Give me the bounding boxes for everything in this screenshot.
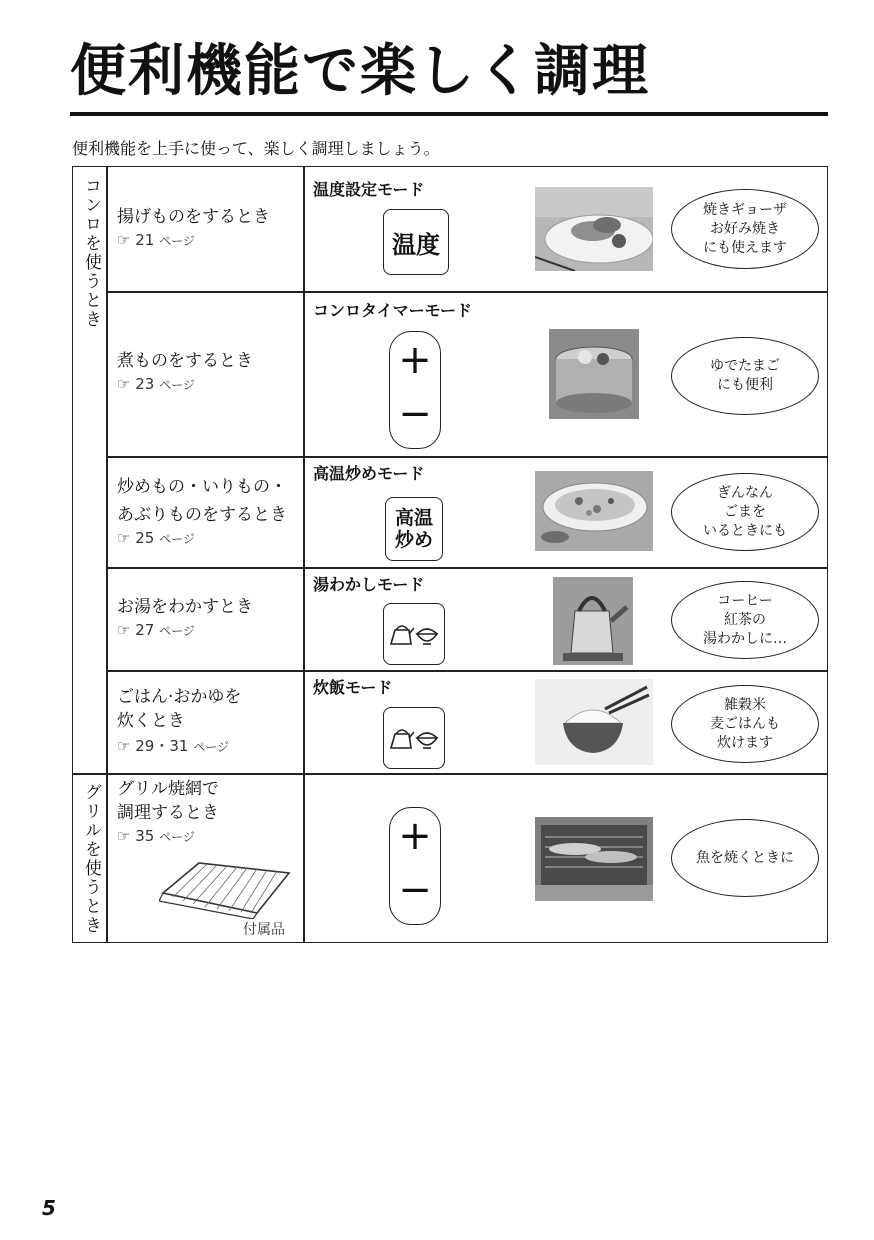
section-label-grill: グリルを使うとき: [81, 783, 101, 935]
use-label: 炊くとき: [117, 711, 185, 731]
page-reference: ☞ 29・31 ページ: [117, 737, 229, 755]
tip-bubble: 魚を焼くときに: [671, 819, 819, 897]
kettle-icon: [391, 730, 414, 748]
rice-bowl-photo: [535, 679, 653, 765]
grilled-fish-photo: [535, 817, 653, 901]
page-reference: ☞ 25 ページ: [117, 529, 195, 547]
minus-icon: −: [398, 867, 432, 913]
title-underline: [70, 112, 828, 116]
use-label: 揚げものをするとき: [117, 207, 270, 227]
page-reference: ☞ 23 ページ: [117, 375, 195, 393]
page-title: 便利機能で楽しく調理: [70, 39, 650, 104]
plus-icon: +: [398, 813, 432, 859]
tip-bubble: 雑穀米 麦ごはんも 炊けます: [671, 685, 819, 763]
divider: [106, 167, 108, 942]
page-number: 5: [42, 1196, 56, 1220]
tip-bubble: ゆでたまご にも便利: [671, 337, 819, 415]
mode-name: 炊飯モード: [313, 678, 393, 697]
grill-timer-key: [389, 807, 441, 925]
pointing-hand-icon: ☞: [117, 737, 131, 755]
divider: [106, 291, 828, 293]
timer-key: [389, 331, 441, 449]
mode-name: 温度設定モード: [313, 180, 425, 199]
tempura-photo: [535, 187, 653, 271]
kettle-photo: [553, 577, 633, 665]
pointing-hand-icon: ☞: [117, 375, 131, 393]
rice-bowl-icon: [417, 733, 437, 748]
boil-water-key: [383, 603, 445, 665]
divider: [106, 670, 828, 672]
pointing-hand-icon: ☞: [117, 529, 131, 547]
tip-bubble: ぎんなん ごまを いるときにも: [671, 473, 819, 551]
mode-name: 高温炒めモード: [313, 464, 425, 483]
use-label: あぶりものをするとき: [117, 505, 287, 525]
tip-bubble: 焼きギョーザ お好み焼き にも使えます: [671, 189, 819, 269]
use-label: 煮ものをするとき: [117, 351, 253, 371]
stir-fry-photo: [535, 471, 653, 551]
page-subtitle: 便利機能を上手に使って、楽しく調理しましょう。: [72, 139, 440, 158]
section-label-konro: コンロを使うとき: [81, 177, 101, 329]
divider: [106, 567, 828, 569]
kettle-icon: [391, 626, 414, 644]
tip-bubble: コーヒー 紅茶の 湯わかしに…: [671, 581, 819, 659]
accessory-label: 付属品: [243, 922, 285, 938]
use-label: お湯をわかすとき: [117, 597, 253, 617]
mode-name: コンロタイマーモード: [313, 301, 473, 320]
pointing-hand-icon: ☞: [117, 621, 131, 639]
use-label: 炒めもの・いりもの・: [117, 477, 287, 497]
temperature-key: 温度: [383, 209, 449, 275]
divider: [106, 456, 828, 458]
minus-icon: −: [398, 391, 432, 437]
feature-table: [72, 166, 828, 943]
divider: [73, 773, 828, 775]
rice-cooking-key: [383, 707, 445, 769]
use-label: ごはん·おかゆを: [117, 687, 242, 707]
rice-bowl-icon: [417, 629, 437, 644]
page-reference: ☞ 21 ページ: [117, 231, 195, 249]
page-reference: ☞ 35 ページ: [117, 827, 195, 845]
grill-rack-illustration: [159, 857, 295, 919]
simmering-pot-photo: [549, 329, 639, 419]
pointing-hand-icon: ☞: [117, 827, 131, 845]
high-heat-stir-fry-key: 高温 炒め: [385, 497, 443, 561]
page-reference: ☞ 27 ページ: [117, 621, 195, 639]
pointing-hand-icon: ☞: [117, 231, 131, 249]
plus-icon: +: [398, 337, 432, 383]
use-label: 調理するとき: [117, 803, 219, 823]
divider: [303, 167, 305, 942]
use-label: グリル焼網で: [117, 779, 219, 799]
mode-name: 湯わかしモード: [313, 575, 425, 594]
